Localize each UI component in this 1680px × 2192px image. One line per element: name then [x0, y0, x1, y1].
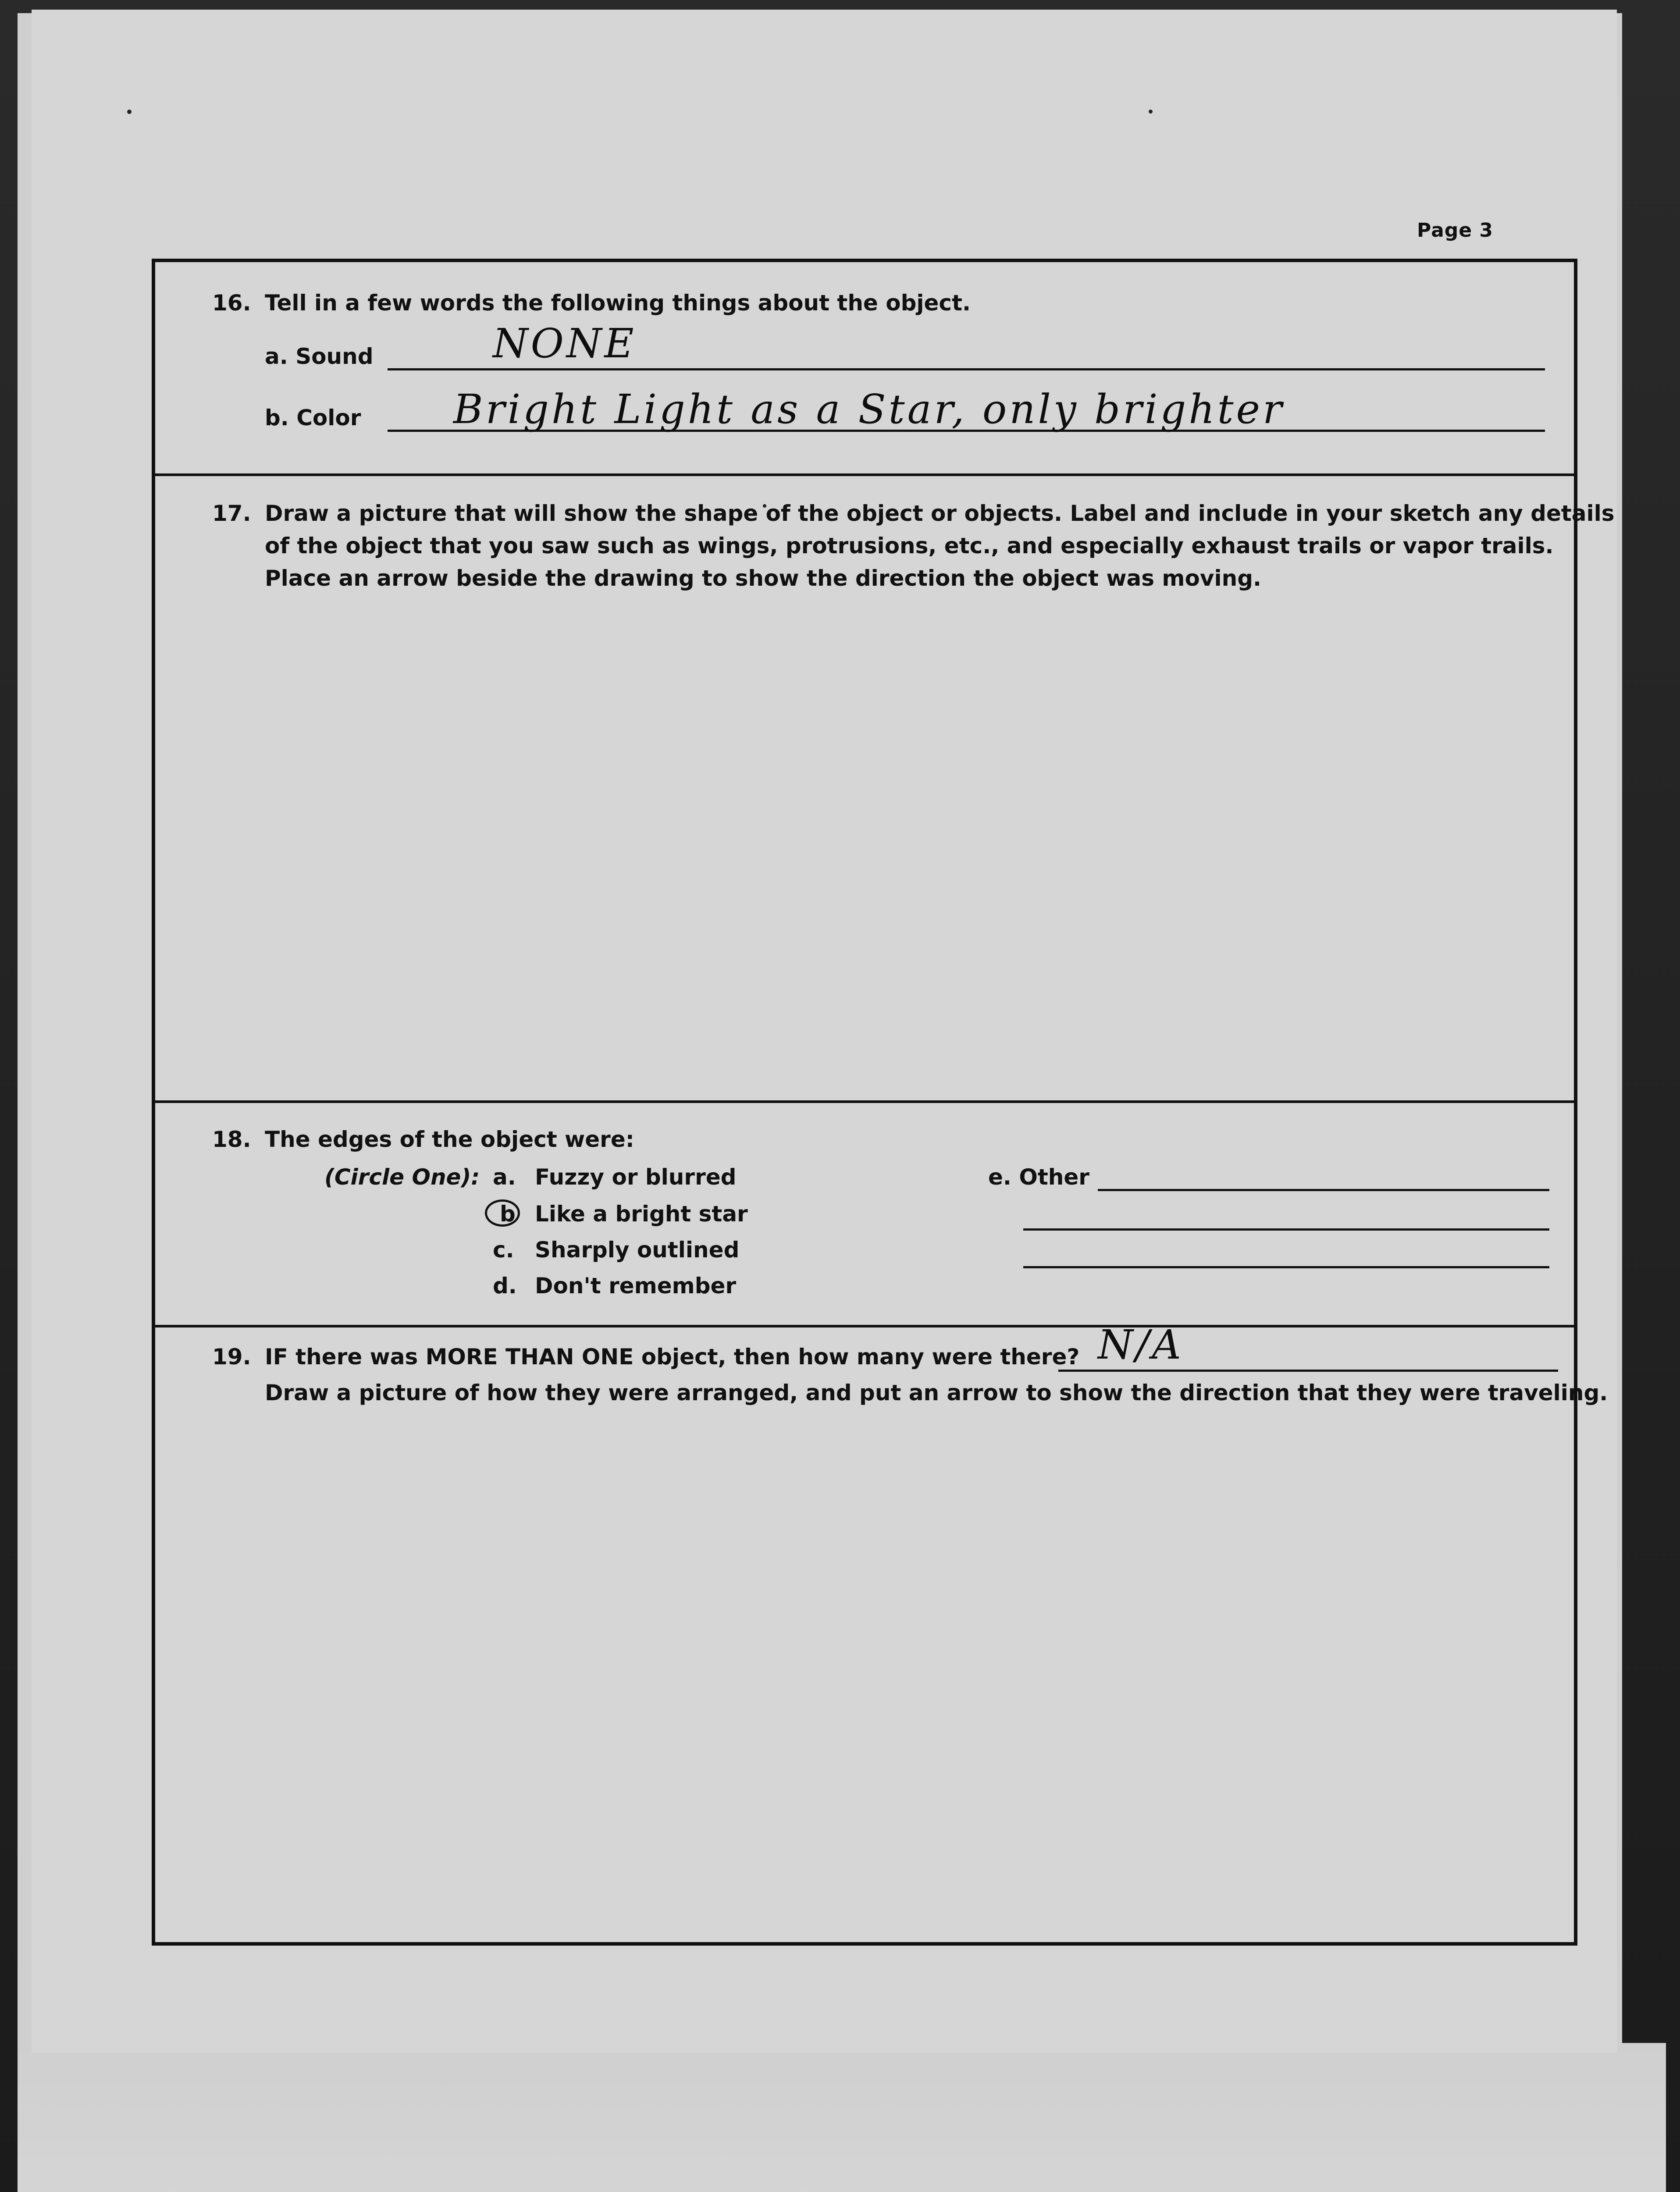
q17-line-3: Place an arrow beside the drawing to show the direction the object was moving.	[265, 566, 1261, 591]
scan-speck	[1149, 110, 1153, 114]
q17-number: 17.	[212, 501, 251, 526]
option-b-label: Like a bright star	[535, 1201, 748, 1227]
q19-line-2: Draw a picture of how they were arranged, and put an arrow to show the direction that they were traveling.	[265, 1380, 1608, 1406]
q19-line-1: IF there was MORE THAN ONE object, then how many were there?	[265, 1344, 1080, 1370]
sound-answer: NONE	[493, 320, 637, 367]
option-c-label: Sharply outlined	[535, 1237, 740, 1263]
color-label: b. Color	[265, 405, 361, 431]
q16-number: 16.	[212, 290, 251, 316]
count-answer: N/A	[1098, 1321, 1184, 1368]
count-line	[1058, 1370, 1558, 1372]
q18-text: The edges of the object were:	[265, 1127, 634, 1152]
sound-label: a. Sound	[265, 344, 374, 369]
q19-number: 19.	[212, 1344, 251, 1370]
other-label: e. Other	[988, 1164, 1089, 1190]
q16-text: Tell in a few words the following things about the object.	[265, 290, 971, 316]
question-17	[155, 476, 1615, 1103]
q17-line-1: Draw a picture that will show the shape of the object or objects. Label and include in your sketch any details	[265, 501, 1615, 526]
arrangement-sketch-area[interactable]	[155, 1415, 1574, 1932]
other-line-3[interactable]	[1023, 1266, 1549, 1268]
question-18	[155, 1103, 1574, 1327]
selected-circle-mark	[485, 1199, 520, 1227]
other-line-1[interactable]	[1098, 1189, 1549, 1191]
option-d-label: Don't remember	[535, 1273, 737, 1299]
sound-line	[388, 368, 1545, 370]
option-a-letter: a.	[493, 1164, 516, 1190]
lower-sheet	[18, 2043, 1666, 2192]
color-answer: Bright Light as a Star, only brighter	[453, 386, 1285, 433]
circle-one-instruction: (Circle One):	[324, 1164, 480, 1190]
sketch-area[interactable]	[155, 599, 1574, 1094]
option-d-letter: d.	[493, 1273, 517, 1299]
q17-line-2: of the object that you saw such as wings, protrusions, etc., and especially exhaust trails or vapor trails.	[265, 533, 1554, 559]
option-b-letter: b	[500, 1201, 516, 1227]
scan-speck	[127, 110, 132, 114]
question-16	[155, 262, 1574, 476]
option-a-label: Fuzzy or blurred	[535, 1164, 737, 1190]
form-box	[152, 259, 1615, 1946]
option-c-letter: c.	[493, 1237, 514, 1263]
question-19	[155, 1321, 1608, 1942]
other-line-2[interactable]	[1023, 1228, 1549, 1231]
q18-number: 18.	[212, 1127, 251, 1152]
page-number: Page 3	[1417, 219, 1494, 242]
